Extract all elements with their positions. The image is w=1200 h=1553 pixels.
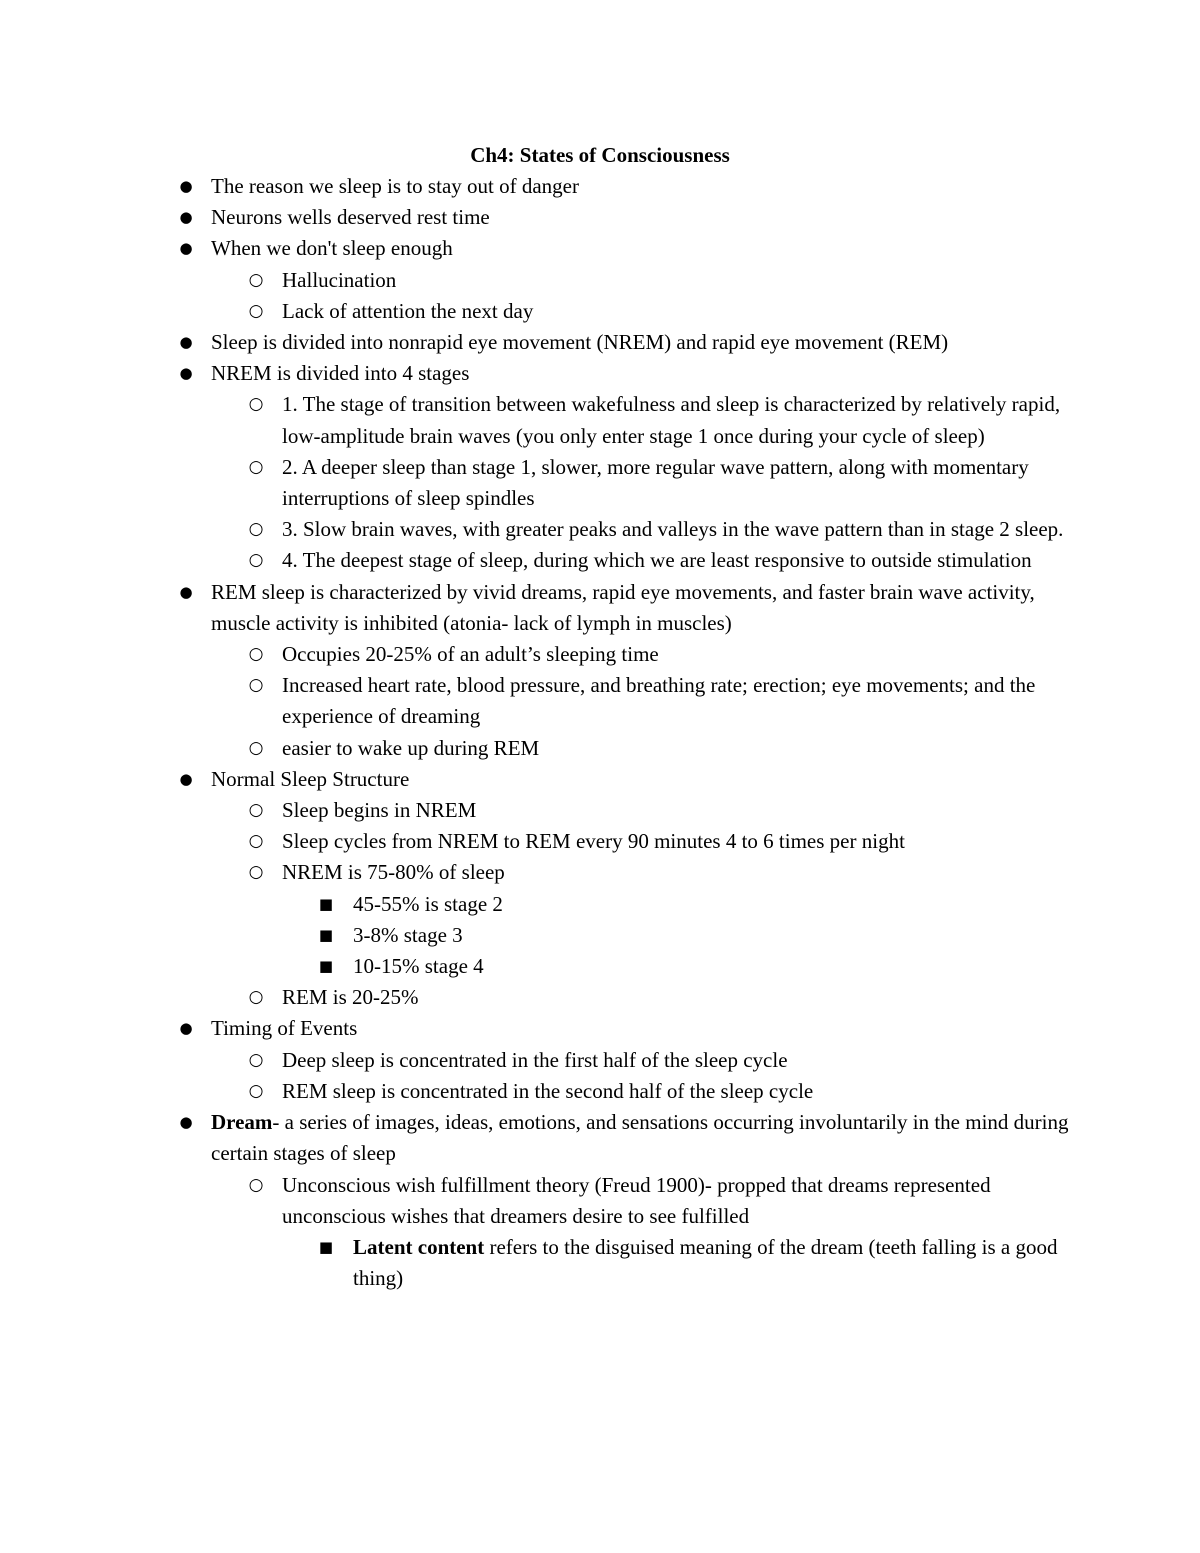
circle-bullet-icon: ○ — [248, 800, 264, 821]
list-item-text: The reason we sleep is to stay out of danger — [211, 174, 579, 198]
list-item — [0, 1076, 1072, 1107]
list-item — [0, 857, 1072, 888]
bold-term: Dream — [211, 1110, 273, 1135]
square-bullet-icon: ■ — [318, 957, 334, 976]
list-item — [0, 1170, 1072, 1232]
bullet-icon: ● — [179, 239, 193, 258]
bullet-icon: ● — [179, 769, 193, 788]
list-item — [0, 826, 1072, 857]
list-item-text: 10-15% stage 4 — [353, 954, 484, 979]
list-item-text: Neurons wells deserved rest time — [211, 205, 490, 230]
list-item — [0, 358, 1071, 389]
list-item-text: Sleep begins in NREM — [282, 798, 477, 823]
list-item — [0, 670, 1072, 732]
circle-bullet-icon: ○ — [248, 987, 264, 1008]
list-item — [0, 982, 1072, 1013]
list-item — [0, 327, 1071, 358]
circle-bullet-icon: ○ — [248, 394, 264, 415]
list-item-text: Occupies 20-25% of an adult’s sleeping time — [282, 642, 659, 667]
list-item — [0, 1232, 1073, 1294]
list-item — [0, 1045, 1072, 1076]
list-item-text: NREM is divided into 4 stages — [211, 361, 470, 386]
list-item — [0, 171, 1071, 202]
list-item — [0, 795, 1072, 826]
list-item-text: Normal Sleep Structure — [211, 766, 410, 791]
list-item — [0, 389, 1072, 451]
list-item-text: Increased heart rate, blood pressure, and breathing rate; erection; eye movements; and the experience of dreaming — [282, 673, 1036, 729]
list-item-text: REM is 20-25% — [282, 985, 419, 1010]
list-item-text: 3. Slow brain waves, with greater peaks and valleys in the wave pattern than in stage 2 sleep. — [282, 517, 1064, 542]
circle-bullet-icon: ○ — [248, 862, 264, 883]
circle-bullet-icon: ○ — [248, 737, 264, 758]
circle-bullet-icon: ○ — [248, 675, 264, 696]
square-bullet-icon: ■ — [318, 1237, 334, 1256]
list-item-text: When we don't sleep enough — [211, 236, 453, 261]
circle-bullet-icon: ○ — [248, 644, 264, 665]
list-item-text: 1. The stage of transition between wakefulness and sleep is characterized by relatively rapid, low-amplitude brain waves (you only enter stage 1 once during your cycle of sleep) — [282, 392, 1061, 448]
bullet-icon: ● — [179, 208, 193, 227]
list-item-text: - a series of images, ideas, emotions, and sensations occurring involuntarily in the mind during certain stages of sleep — [211, 1110, 1069, 1166]
list-item-text: 4. The deepest stage of sleep, during which we are least responsive to outside stimulation — [282, 548, 1032, 573]
list-item — [0, 233, 1071, 264]
circle-bullet-icon: ○ — [248, 519, 264, 540]
page-title: Ch4: States of Consciousness — [470, 143, 730, 167]
list-item — [0, 1013, 1071, 1044]
list-item-text: Timing of Events — [211, 1016, 358, 1041]
list-item — [0, 577, 1071, 639]
list-item — [0, 265, 1072, 296]
list-item-text: easier to wake up during REM — [282, 735, 540, 760]
bold-term: Latent content — [353, 1234, 485, 1259]
circle-bullet-icon: ○ — [248, 300, 264, 321]
bullet-icon: ● — [179, 333, 193, 352]
circle-bullet-icon: ○ — [248, 1049, 264, 1070]
list-item — [0, 951, 1073, 982]
circle-bullet-icon: ○ — [248, 269, 264, 290]
list-item-text: Sleep cycles from NREM to REM every 90 minutes 4 to 6 times per night — [282, 829, 905, 854]
list-item-text: NREM is 75-80% of sleep — [282, 860, 505, 885]
list-item-text: Unconscious wish fulfillment theory (Freud 1900)- propped that dreams represented unconscious wishes that dreamers desire to see fulfilled — [282, 1172, 991, 1228]
list-item — [0, 514, 1072, 545]
list-item-text: 3-8% stage 3 — [353, 922, 463, 947]
circle-bullet-icon: ○ — [248, 550, 264, 571]
list-item-text: Sleep is divided into nonrapid eye movement (NREM) and rapid eye movement (REM) — [211, 330, 949, 355]
list-item — [0, 545, 1072, 576]
square-bullet-icon: ■ — [318, 925, 334, 944]
circle-bullet-icon: ○ — [248, 1174, 264, 1195]
list-item — [0, 202, 1071, 233]
list-item — [0, 296, 1072, 327]
list-item-text: Hallucination — [282, 267, 397, 292]
bullet-icon: ● — [179, 1019, 193, 1038]
list-item-text: Lack of attention the next day — [282, 298, 534, 323]
bullet-icon: ● — [179, 1113, 193, 1132]
list-item — [0, 639, 1072, 670]
list-item-text: 45-55% is stage 2 — [353, 891, 503, 916]
circle-bullet-icon: ○ — [248, 456, 264, 477]
bullet-icon: ● — [179, 582, 193, 601]
square-bullet-icon: ■ — [318, 894, 334, 913]
list-item-text: refers to the disguised meaning of the dream (teeth falling is a good thing) — [353, 1234, 1058, 1291]
list-item — [0, 764, 1071, 795]
circle-bullet-icon: ○ — [248, 1080, 264, 1101]
notes-list — [0, 171, 1200, 1294]
circle-bullet-icon: ○ — [248, 831, 264, 852]
list-item — [0, 452, 1072, 514]
list-item-text: 2. A deeper sleep than stage 1, slower, more regular wave pattern, along with momentary interruptions of sleep spindles — [282, 454, 1029, 511]
list-item — [0, 920, 1073, 951]
list-item-text: Deep sleep is concentrated in the first half of the sleep cycle — [282, 1047, 788, 1072]
list-item — [0, 1107, 1071, 1169]
bullet-icon: ● — [179, 364, 193, 383]
list-item — [0, 733, 1072, 764]
list-item — [0, 889, 1073, 920]
list-item-text: REM sleep is concentrated in the second half of the sleep cycle — [282, 1078, 814, 1103]
list-item-text: REM sleep is characterized by vivid dreams, rapid eye movements, and faster brain wave activity, muscle activity is inhibited (atonia- lack of lymph in muscles) — [211, 579, 1035, 635]
bullet-icon: ● — [179, 177, 193, 195]
